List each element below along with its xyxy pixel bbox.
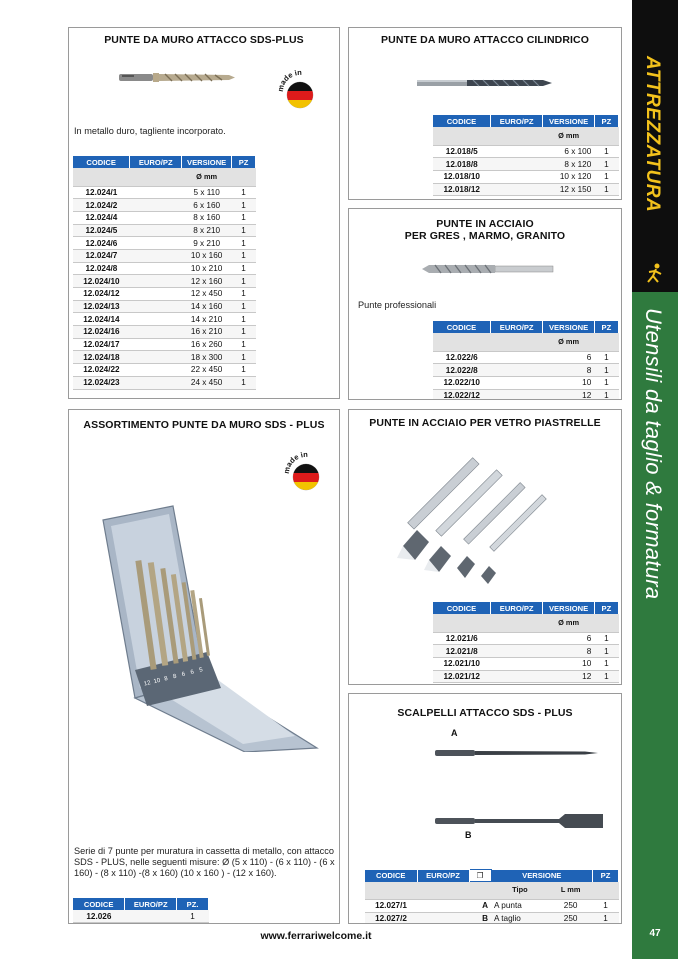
letter-cell: A — [469, 900, 491, 913]
size-cell: 16 x 260 — [182, 338, 232, 351]
table-row — [73, 199, 256, 212]
title-line-2: PER GRES , MARMO, GRANITO — [404, 230, 566, 242]
sds-plus-table — [73, 156, 256, 390]
table-row — [433, 158, 619, 171]
box-label: 10 — [153, 677, 162, 686]
col-codice: CODICE — [433, 602, 490, 614]
price-cell — [130, 275, 182, 288]
panel-vetro — [348, 409, 622, 685]
col-euro: EURO/PZ — [490, 115, 542, 127]
code-cell: 12.024/1 — [73, 186, 130, 199]
code-cell: 12.027/2 — [365, 912, 417, 924]
code-cell: 12.024/4 — [73, 211, 130, 224]
unit-cell — [365, 882, 417, 900]
unit-cell — [594, 127, 618, 145]
price-cell — [130, 300, 182, 313]
price-cell — [130, 186, 182, 199]
code-cell: 12.024/5 — [73, 224, 130, 237]
pz-cell: 1 — [232, 249, 256, 262]
table-row — [433, 645, 619, 658]
price-cell — [130, 237, 182, 250]
size-cell: 12 x 150 — [543, 183, 594, 196]
pz-cell: 1 — [232, 211, 256, 224]
worker-icon — [644, 262, 666, 284]
table-row — [73, 338, 256, 351]
code-cell: 12.024/23 — [73, 376, 130, 389]
table-row — [73, 211, 256, 224]
col-pz: PZ — [594, 321, 618, 333]
unit-cell — [73, 168, 130, 186]
panel-assortimento — [68, 409, 340, 924]
label-b: B — [465, 830, 472, 840]
unit-cell — [490, 127, 542, 145]
panel-title: PUNTE DA MURO ATTACCO SDS-PLUS — [104, 34, 304, 46]
col-versione: VERSIONE — [491, 870, 593, 882]
price-cell — [490, 645, 542, 658]
table-row — [433, 670, 619, 683]
title-line-1: PUNTE IN ACCIAIO — [436, 218, 534, 230]
code-cell: 12.024/8 — [73, 262, 130, 275]
box-label: 12 — [143, 680, 152, 688]
unit-cell — [130, 168, 182, 186]
size-cell: 10 x 160 — [182, 249, 232, 262]
panel-title: PUNTE IN ACCIAIO PER VETRO PIASTRELLE — [369, 417, 601, 429]
unit-cell-diameter: Ø mm — [182, 168, 232, 186]
size-cell: 9 x 210 — [182, 237, 232, 250]
col-codice: CODICE — [73, 156, 130, 168]
pz-cell: 1 — [593, 912, 619, 924]
size-cell: 10 x 210 — [182, 262, 232, 275]
sds-drill-image — [117, 68, 237, 86]
length-cell: 250 — [549, 912, 593, 924]
pz-cell: 1 — [232, 199, 256, 212]
code-cell: 12.022/8 — [433, 364, 490, 377]
panel-sds-plus — [68, 27, 340, 399]
size-cell: 22 x 450 — [182, 364, 232, 377]
col-codice: CODICE — [73, 898, 125, 910]
pz-cell: 1 — [594, 670, 618, 683]
size-cell: 16 x 210 — [182, 326, 232, 339]
cilindrico-table — [433, 115, 619, 196]
col-versione: VERSIONE — [182, 156, 232, 168]
unit-cell — [417, 882, 469, 900]
pz-cell: 1 — [594, 389, 618, 400]
panel-cilindrico — [348, 27, 622, 200]
pz-cell: 1 — [232, 364, 256, 377]
letter-cell: B — [469, 912, 491, 924]
pz-cell: 1 — [232, 300, 256, 313]
size-cell: 6 — [543, 351, 594, 364]
code-cell: 12.024/16 — [73, 326, 130, 339]
code-cell: 12.021/12 — [433, 670, 490, 683]
page-number: 47 — [649, 928, 661, 939]
price-cell — [130, 288, 182, 301]
code-cell: 12.018/12 — [433, 183, 490, 196]
size-cell: 8 — [543, 645, 594, 658]
pz-cell: 1 — [594, 170, 618, 183]
col-versione: VERSIONE — [543, 115, 594, 127]
unit-cell — [594, 333, 618, 351]
size-cell: 12 — [543, 670, 594, 683]
unit-cell — [490, 614, 542, 632]
col-versione: VERSIONE — [543, 321, 594, 333]
size-cell: 6 x 160 — [182, 199, 232, 212]
unit-row — [433, 127, 619, 145]
sidebar — [632, 0, 678, 959]
table-row — [73, 326, 256, 339]
price-cell — [490, 170, 542, 183]
vetro-table — [433, 602, 619, 683]
unit-cell — [232, 168, 256, 186]
price-cell — [130, 199, 182, 212]
glass-drills-image — [393, 446, 563, 586]
price-cell — [130, 338, 182, 351]
size-cell: 5 x 110 — [182, 186, 232, 199]
pz-cell: 1 — [232, 376, 256, 389]
price-cell — [130, 249, 182, 262]
unit-cell — [594, 614, 618, 632]
table-row — [73, 249, 256, 262]
price-cell — [130, 364, 182, 377]
table-row — [365, 900, 619, 913]
unit-row — [433, 614, 619, 632]
pz-cell: 1 — [593, 900, 619, 913]
length-subheader: L mm — [549, 882, 593, 900]
unit-cell — [433, 127, 490, 145]
table-row — [433, 632, 619, 645]
pz-cell: 1 — [232, 326, 256, 339]
unit-cell — [433, 614, 490, 632]
code-cell: 12.024/12 — [73, 288, 130, 301]
box-label: 5 — [198, 667, 204, 674]
table-row — [433, 183, 619, 196]
table-row — [433, 145, 619, 158]
footer-website[interactable]: www.ferrariwelcome.it — [260, 930, 372, 942]
table-row — [73, 300, 256, 313]
size-cell: 14 x 210 — [182, 313, 232, 326]
unit-cell-diameter: Ø mm — [543, 127, 594, 145]
code-cell: 12.024/14 — [73, 313, 130, 326]
code-cell: 12.024/6 — [73, 237, 130, 250]
size-cell: 8 x 160 — [182, 211, 232, 224]
price-cell — [490, 670, 542, 683]
col-pz: PZ — [232, 156, 256, 168]
pz-cell: 1 — [594, 364, 618, 377]
length-cell: 250 — [549, 900, 593, 913]
table-row — [433, 351, 619, 364]
price-cell — [490, 158, 542, 171]
made-in-germany-badge — [275, 68, 325, 118]
unit-cell-diameter: Ø mm — [543, 614, 594, 632]
table-row — [73, 288, 256, 301]
table-row — [73, 262, 256, 275]
box-label: 6 — [190, 669, 195, 677]
price-cell — [130, 262, 182, 275]
price-cell — [490, 389, 542, 400]
code-cell: 12.021/8 — [433, 645, 490, 658]
col-codice: CODICE — [365, 870, 417, 882]
code-cell: 12.022/10 — [433, 376, 490, 389]
pz-cell: 1 — [232, 275, 256, 288]
acciaio-table — [433, 321, 619, 400]
panel-title: PUNTE DA MURO ATTACCO CILINDRICO — [381, 34, 589, 46]
table-row — [365, 912, 619, 924]
col-image: ❐ — [469, 870, 491, 882]
tipo-cell: A taglio — [491, 912, 549, 924]
table-row — [433, 389, 619, 400]
pz-cell: 1 — [594, 183, 618, 196]
table-row — [73, 275, 256, 288]
code-cell: 12.018/5 — [433, 145, 490, 158]
code-cell: 12.027/1 — [365, 900, 417, 913]
code-cell: 12.024/2 — [73, 199, 130, 212]
code-cell: 12.024/7 — [73, 249, 130, 262]
col-codice: CODICE — [433, 321, 490, 333]
tipo-subheader: Tipo — [491, 882, 549, 900]
badge-text: made in — [275, 68, 302, 93]
made-in-germany-badge — [281, 450, 331, 500]
table-row — [73, 237, 256, 250]
table-row — [433, 170, 619, 183]
col-euro: EURO/PZ — [125, 898, 177, 910]
table-row — [73, 313, 256, 326]
col-pz: PZ — [594, 602, 618, 614]
code-cell: 12.024/18 — [73, 351, 130, 364]
panel-description: In metallo duro, tagliente incorporato. — [74, 126, 226, 136]
panel-description: Punte professionali — [358, 300, 437, 310]
pz-cell: 1 — [177, 910, 209, 923]
pz-cell: 1 — [594, 645, 618, 658]
size-cell: 6 — [543, 632, 594, 645]
unit-cell — [469, 882, 491, 900]
unit-cell — [593, 882, 619, 900]
table-row — [73, 376, 256, 389]
drill-case-image — [95, 502, 321, 752]
pz-cell: 1 — [594, 158, 618, 171]
price-cell — [490, 351, 542, 364]
sidebar-section: Utensili da taglio & formatura — [641, 308, 666, 600]
size-cell: 12 x 160 — [182, 275, 232, 288]
assortimento-table — [73, 898, 209, 923]
price-cell — [490, 364, 542, 377]
pz-cell: 1 — [232, 237, 256, 250]
code-cell: 12.022/6 — [433, 351, 490, 364]
price-cell — [130, 224, 182, 237]
table-row — [73, 186, 256, 199]
code-cell: 12.024/22 — [73, 364, 130, 377]
unit-cell — [433, 333, 490, 351]
price-cell — [417, 900, 469, 913]
code-cell: 12.026 — [73, 910, 125, 923]
table-row — [433, 364, 619, 377]
flat-chisel-image — [435, 812, 605, 830]
steel-drill-image — [421, 262, 555, 276]
col-euro: EURO/PZ — [490, 602, 542, 614]
table-row — [433, 657, 619, 670]
price-cell — [490, 657, 542, 670]
table-row — [73, 224, 256, 237]
box-label: 8 — [172, 673, 178, 681]
col-euro: EURO/PZ — [130, 156, 182, 168]
unit-cell-diameter: Ø mm — [543, 333, 594, 351]
badge-text: made in — [281, 450, 308, 475]
pz-cell: 1 — [232, 224, 256, 237]
code-cell: 12.021/6 — [433, 632, 490, 645]
col-euro: EURO/PZ — [490, 321, 542, 333]
label-a: A — [451, 728, 458, 738]
size-cell: 10 — [543, 376, 594, 389]
col-versione: VERSIONE — [543, 602, 594, 614]
col-pz: PZ — [593, 870, 619, 882]
pz-cell: 1 — [232, 338, 256, 351]
box-label: 8 — [163, 675, 169, 683]
sidebar-category: ATTREZZATURA — [642, 56, 663, 213]
table-row — [73, 364, 256, 377]
size-cell: 24 x 450 — [182, 376, 232, 389]
panel-scalpelli — [348, 693, 622, 924]
panel-title — [349, 218, 621, 242]
size-cell: 10 — [543, 657, 594, 670]
cylinder-drill-image — [415, 75, 555, 91]
pz-cell: 1 — [594, 351, 618, 364]
box-label: 6 — [181, 671, 187, 679]
price-cell — [130, 351, 182, 364]
pz-cell: 1 — [232, 351, 256, 364]
code-cell: 12.024/13 — [73, 300, 130, 313]
tipo-cell: A punta — [491, 900, 549, 913]
price-cell — [125, 910, 177, 923]
size-cell: 6 x 100 — [543, 145, 594, 158]
unit-cell — [490, 333, 542, 351]
price-cell — [417, 912, 469, 924]
code-cell: 12.018/8 — [433, 158, 490, 171]
code-cell: 12.024/17 — [73, 338, 130, 351]
pointed-chisel-image — [435, 748, 599, 758]
pz-cell: 1 — [232, 262, 256, 275]
price-cell — [130, 376, 182, 389]
pz-cell: 1 — [232, 288, 256, 301]
table-row — [433, 376, 619, 389]
pz-cell: 1 — [594, 145, 618, 158]
table-row — [73, 351, 256, 364]
col-euro: EURO/PZ — [417, 870, 469, 882]
size-cell: 12 x 450 — [182, 288, 232, 301]
code-cell: 12.018/10 — [433, 170, 490, 183]
code-cell: 12.022/12 — [433, 389, 490, 400]
code-cell: 12.021/10 — [433, 657, 490, 670]
panel-title: ASSORTIMENTO PUNTE DA MURO SDS - PLUS — [83, 419, 325, 431]
size-cell: 8 x 120 — [543, 158, 594, 171]
price-cell — [490, 145, 542, 158]
size-cell: 14 x 160 — [182, 300, 232, 313]
pz-cell: 1 — [232, 313, 256, 326]
code-cell: 12.024/10 — [73, 275, 130, 288]
pz-cell: 1 — [232, 186, 256, 199]
scalpelli-table — [365, 869, 619, 924]
price-cell — [130, 326, 182, 339]
price-cell — [490, 376, 542, 389]
size-cell: 12 — [543, 389, 594, 400]
price-cell — [490, 632, 542, 645]
panel-acciaio — [348, 208, 622, 400]
panel-description: Serie di 7 punte per muratura in cassetta di metallo, con attacco SDS - PLUS, nelle seguenti misure: Ø (5 x 110) - (6 x 110) - (6 x 160) - (8 x 110) -(8 x 160) (10 x 160 ) - (12 x 160). — [74, 846, 335, 878]
col-codice: CODICE — [433, 115, 490, 127]
size-cell: 8 — [543, 364, 594, 377]
panel-title: SCALPELLI ATTACCO SDS - PLUS — [397, 707, 573, 719]
size-cell: 10 x 120 — [543, 170, 594, 183]
pz-cell: 1 — [594, 657, 618, 670]
price-cell — [130, 313, 182, 326]
col-pz: PZ — [594, 115, 618, 127]
size-cell: 8 x 210 — [182, 224, 232, 237]
table-row — [73, 910, 209, 923]
col-pz: PZ. — [177, 898, 209, 910]
price-cell — [490, 183, 542, 196]
pz-cell: 1 — [594, 632, 618, 645]
size-cell: 18 x 300 — [182, 351, 232, 364]
unit-row — [73, 168, 256, 186]
pz-cell: 1 — [594, 376, 618, 389]
unit-row — [433, 333, 619, 351]
price-cell — [130, 211, 182, 224]
